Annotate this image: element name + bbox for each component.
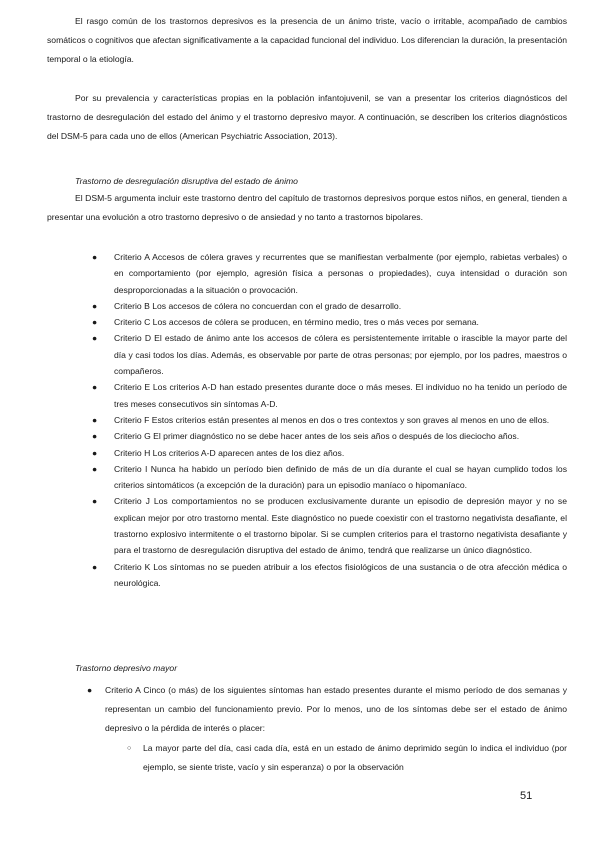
criterion-text: Criterio H Los criterios A-D aparecen antes de los diez años.	[114, 447, 345, 458]
criterion-text: Criterio I Nunca ha habido un período bien definido de más de un día durante el cual se hayan cumplido todos los criterios sintomáticos (a excepción de la duración) para un episodio maníaco o hipomaníaco.	[114, 463, 567, 491]
list-item	[47, 461, 567, 494]
criteria-sublist-mdd	[47, 739, 567, 777]
bullet-icon: ●	[92, 333, 98, 344]
criterion-text: Criterio B Los accesos de cólera no concuerdan con el grado de desarrollo.	[114, 300, 402, 311]
criterion-text: Criterio J Los comportamientos no se producen exclusivamente durante un episodio de depresión mayor y no se explican mejor por otro trastorno mental. Este diagnóstico no puede coexistir con el trastorno negativista desafiante, el trastorno explosivo intermitente o el trastorno bipolar. Si se cumplen criterios para el trastorno negativista desafiante y para el trastorno de desregulación disruptiva del estado de ánimo, tendrá que realizarse un único diagnóstico.	[114, 496, 567, 556]
list-item	[47, 739, 567, 777]
list-item	[47, 412, 567, 428]
bullet-icon: ●	[92, 382, 98, 393]
list-item	[47, 298, 567, 314]
paragraph-prevalence	[47, 89, 567, 146]
bullet-icon: ●	[92, 300, 98, 311]
criterion-text: Criterio C Los accesos de cólera se producen, en término medio, tres o más veces por semana.	[114, 317, 479, 328]
bullet-icon: ●	[92, 561, 98, 572]
paragraph-dsm5-text: El DSM-5 argumenta incluir este trastorno dentro del capítulo de trastornos depresivos porque estos niños, en general, tienden a presentar una evolución a otro trastorno depresivo o de ansiedad y no tanto a trastornos bipolares.	[47, 193, 567, 222]
criterion-text: Criterio D El estado de ánimo ante los accesos de cólera es persistentemente irritable o irascible la mayor parte del día y casi todos los días. Además, es observable por parte de otras personas; por ejemplo, por los padres, maestros o compañeros.	[114, 333, 567, 377]
list-item	[47, 330, 567, 379]
list-item	[47, 379, 567, 412]
paragraph-prevalence-text: Por su prevalencia y características propias en la población infantojuvenil, se van a presentar los criterios diagnósticos del trastorno de desregulación del estado del ánimo y el trastorno depresivo mayor. A continuación, se describen los criterios diagnósticos del DSM-5 para cada uno de ellos (American Psychiatric Association, 2013).	[47, 93, 567, 141]
criterion-text: Criterio E Los criterios A-D han estado presentes durante doce o más meses. El individuo no ha tenido un período de tres meses consecutivos sin síntomas A-D.	[114, 382, 567, 409]
criterion-text: Criterio F Estos criterios están presentes al menos en dos o tres contextos y son graves al menos en uno de ellos.	[114, 414, 550, 425]
list-item	[47, 249, 567, 298]
criterion-sub-text: La mayor parte del día, casi cada día, está en un estado de ánimo deprimido según lo indica el individuo (por ejemplo, se siente triste, vacío y sin esperanza) o por la observación	[143, 743, 567, 772]
list-item	[47, 314, 567, 330]
bullet-icon: ●	[92, 447, 98, 458]
bullet-icon: ●	[87, 685, 93, 695]
criteria-list-dmdd	[47, 249, 567, 591]
criterion-text: Criterio A Accesos de cólera graves y recurrentes que se manifiestan verbalmente (por ejemplo, rabietas verbales) o en comportamiento (por ejemplo, agresión física a personas o propiedades), cuya intensidad o duración son desproporcionadas a la situación o provocación.	[114, 252, 567, 295]
criterion-text: Criterio K Los síntomas no se pueden atribuir a los efectos fisiológicos de una sustancia o de otra afección médica o neurológica.	[114, 561, 567, 588]
bullet-icon: ●	[92, 463, 98, 474]
section-heading-mdd: Trastorno depresivo mayor	[75, 663, 178, 673]
paragraph-intro-text: El rasgo común de los trastornos depresivos es la presencia de un ánimo triste, vacío o irritable, acompañado de cambios somáticos o cognitivos que afectan significativamente a la capacidad funcional del individuo. Los diferencian la duración, la presentación temporal o la etiología.	[47, 16, 567, 64]
list-item	[47, 445, 567, 461]
bullet-icon: ●	[92, 496, 98, 507]
criteria-list-mdd	[47, 681, 567, 738]
bullet-icon: ●	[92, 414, 98, 425]
sub-bullet-icon: ○	[127, 745, 132, 752]
bullet-icon: ●	[92, 317, 98, 328]
paragraph-intro	[47, 12, 567, 69]
bullet-icon: ●	[92, 252, 98, 262]
section-heading-dmdd: Trastorno de desregulación disruptiva del estado de ánimo	[75, 176, 298, 186]
list-item	[47, 428, 567, 444]
criterion-text: Criterio A Cinco (o más) de los siguientes síntomas han estado presentes durante el mismo período de dos semanas y representan un cambio del funcionamiento previo. Por lo menos, uno de los síntomas debe ser el estado de ánimo depresivo o la pérdida de interés o placer:	[105, 685, 567, 733]
criterion-text: Criterio G El primer diagnóstico no se debe hacer antes de los seis años o después de los dieciocho años.	[114, 431, 520, 442]
list-item	[47, 559, 567, 592]
list-item	[47, 681, 567, 738]
paragraph-dsm5	[47, 189, 567, 227]
bullet-icon: ●	[92, 431, 98, 442]
page-number: 51	[520, 790, 533, 802]
list-item	[47, 493, 567, 558]
